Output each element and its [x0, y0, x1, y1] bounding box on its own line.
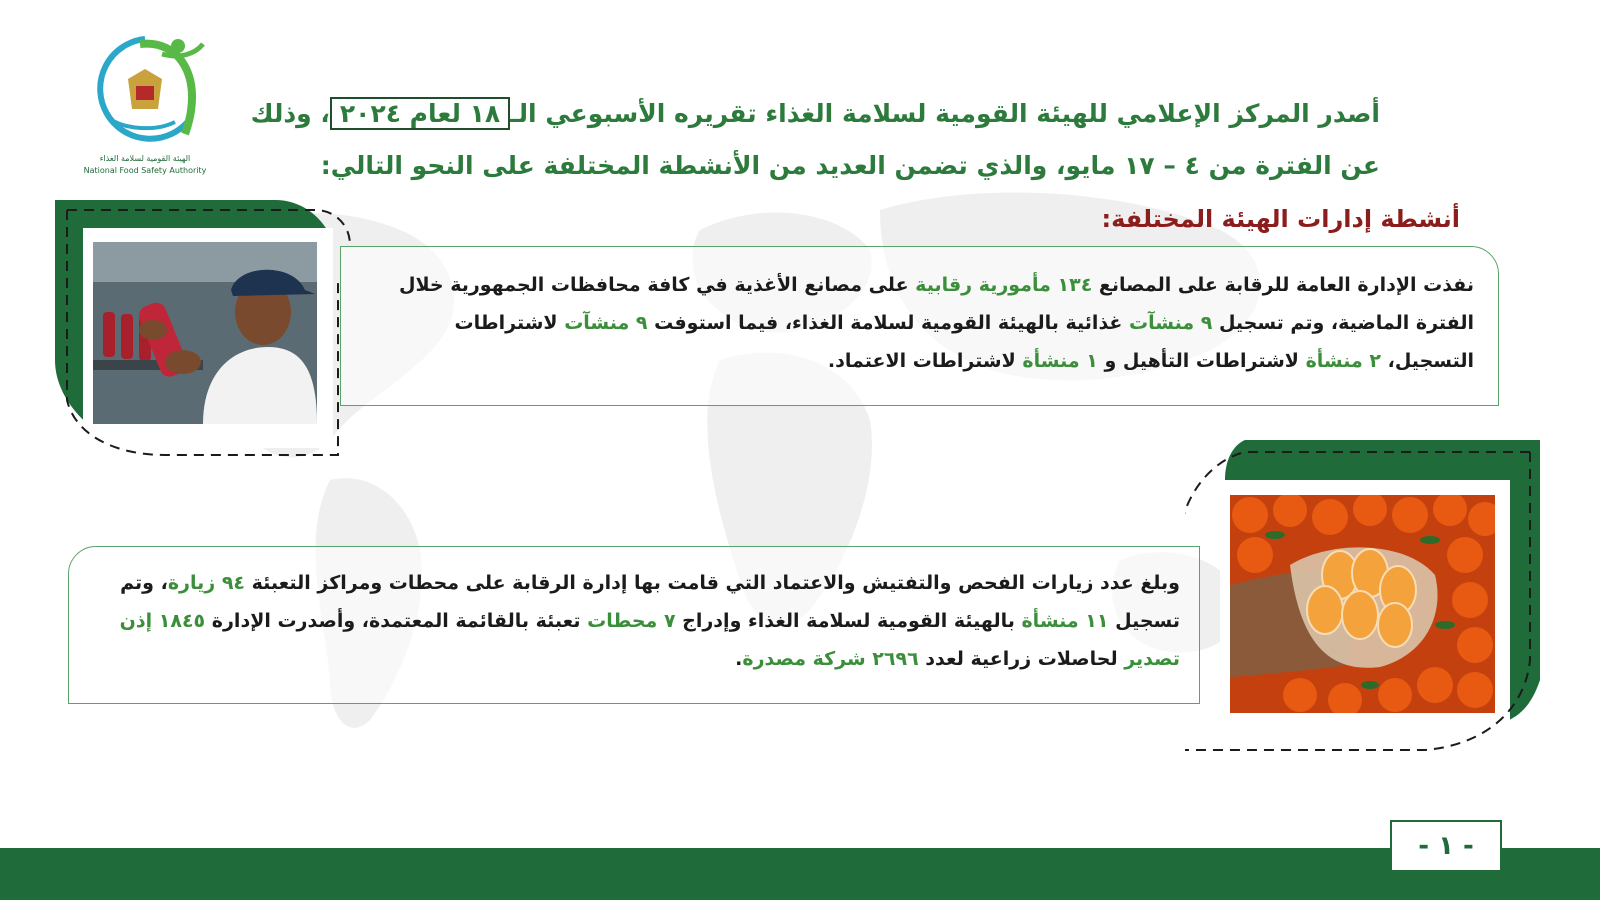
p2-highlight-stations: ٧ محطات	[587, 610, 676, 632]
p1-highlight-registered: ٩ منشآت	[1129, 312, 1213, 334]
p2-highlight-registered: ١١ منشأة	[1021, 610, 1109, 632]
page-number: - ١ -	[1390, 820, 1502, 872]
p1-highlight-fulfilled: ٩ منشآت	[564, 312, 648, 334]
report-number-box: ١٨ لعام ٢٠٢٤	[330, 97, 510, 130]
p1-highlight-accreditation: ١ منشأة	[1022, 350, 1098, 372]
p1-highlight-qualification: ٢ منشأة	[1305, 350, 1382, 372]
intro-heading	[240, 88, 1380, 192]
factory-worker-image	[93, 242, 317, 424]
intro-text-part1: أصدر المركز الإعلامي للهيئة القومية لسلامة الغذاء تقريره الأسبوعي الـ	[510, 99, 1380, 128]
intro-text-part2: ، وذلك عن الفترة من ٤ – ١٧ مايو، والذي تضمن العديد من الأنشطة المختلفة على النحو التالي:	[250, 99, 1380, 180]
p2-text-6: .	[735, 648, 743, 670]
p2-highlight-companies: ٢٦٩٦ شركة مصدرة	[742, 648, 919, 670]
photo-frame-oranges	[1185, 440, 1545, 770]
p1-text-4: لاشتراطات التسجيل،	[454, 312, 1474, 372]
oranges-image	[1230, 495, 1495, 713]
p2-text-4: تعبئة بالقائمة المعتمدة، وأصدرت الإدارة	[205, 610, 588, 632]
p2-highlight-visits: ٩٤ زيارة	[167, 572, 246, 594]
p1-highlight-missions: ١٣٤ مأمورية رقابية	[915, 274, 1093, 296]
nfsa-logo	[70, 24, 220, 184]
factory-worker-photo	[93, 242, 317, 424]
p2-text-3: بالهيئة القومية لسلامة الغذاء وإدراج	[675, 610, 1022, 632]
nfsa-emblem-icon	[70, 24, 220, 154]
p1-text-6: لاشتراطات الاعتماد.	[827, 350, 1023, 372]
p1-text-5: لاشتراطات التأهيل و	[1097, 350, 1306, 372]
p2-highlight-export-permits: ١٨٤٥ إذن تصدير	[119, 610, 1180, 670]
oranges-photo	[1230, 495, 1495, 713]
p1-text-1: نفذت الإدارة العامة للرقابة على المصانع	[1092, 274, 1474, 296]
footer-bar	[0, 848, 1600, 900]
p2-text-5: لحاصلات زراعية لعدد	[918, 648, 1125, 670]
p2-text-2: ، وتم تسجيل	[120, 572, 1180, 632]
photo-frame-factory	[55, 200, 355, 470]
paragraph-factory-inspections	[362, 266, 1474, 380]
org-name-arabic: الهيئة القومية لسلامة الغذاء	[99, 154, 191, 163]
p1-text-2: على مصانع الأغذية في كافة محافظات الجمهورية خلال الفترة الماضية، وتم تسجيل	[398, 274, 1474, 334]
paragraph-packing-stations	[80, 564, 1180, 678]
section-title: أنشطة إدارات الهيئة المختلفة:	[1101, 205, 1460, 233]
p2-text-1: وبلغ عدد زيارات الفحص والتفتيش والاعتماد التي قامت بها إدارة الرقابة على محطات ومراكز التعبئة	[245, 572, 1180, 594]
p1-text-3: غذائية بالهيئة القومية لسلامة الغذاء، فيما استوفت	[647, 312, 1130, 334]
org-name-english: National Food Safety Authority	[83, 166, 207, 175]
